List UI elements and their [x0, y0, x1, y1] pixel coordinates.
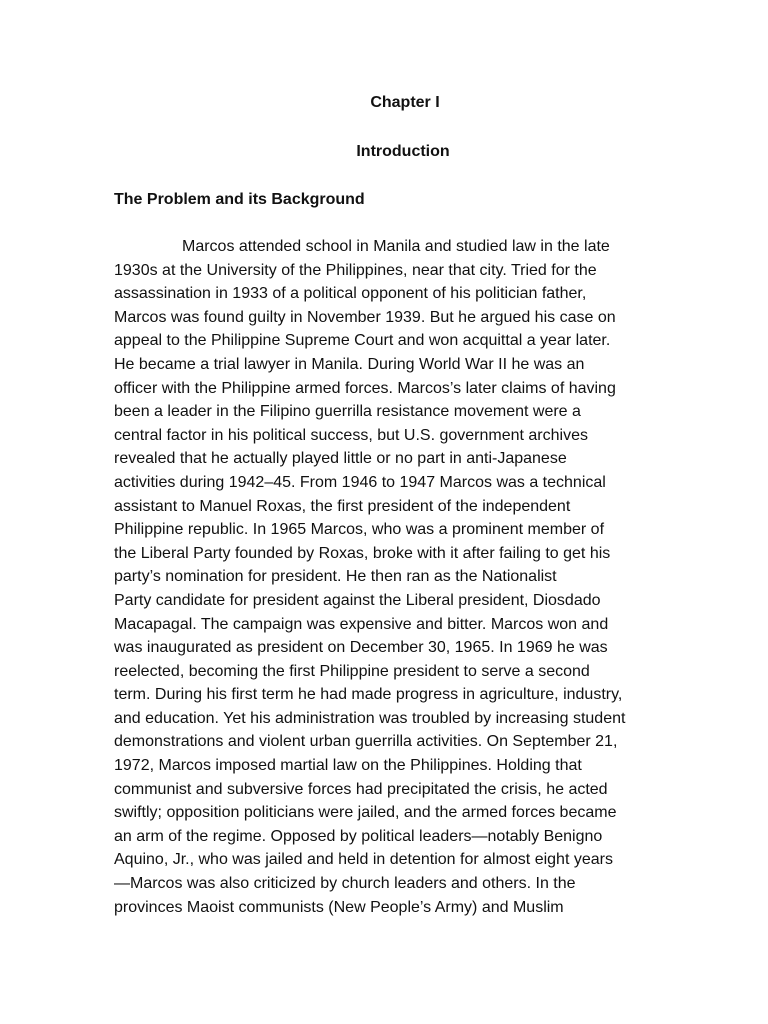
paragraph-line: Aquino, Jr., who was jailed and held in detention for almost eight years [114, 851, 613, 869]
paragraph-line: term. During his first term he had made progress in agriculture, industry, [114, 686, 623, 704]
paragraph-line: Party candidate for president against the Liberal president, Diosdado [114, 591, 601, 609]
paragraph-line: —Marcos was also criticized by church leaders and others. In the [114, 875, 576, 893]
paragraph-line: been a leader in the Filipino guerrilla resistance movement were a [114, 403, 581, 421]
chapter-label: Chapter I [370, 94, 440, 111]
paragraph-line: Macapagal. The campaign was expensive and bitter. Marcos won and [114, 615, 609, 633]
paragraph-line: activities during 1942–45. From 1946 to 1947 Marcos was a technical [114, 473, 606, 491]
paragraph-line: the Liberal Party founded by Roxas, broke with it after failing to get his [114, 544, 611, 562]
paragraph-line: was inaugurated as president on December 30, 1965. In 1969 he was [114, 639, 608, 657]
paragraph-line: party’s nomination for president. He then ran as the Nationalist [114, 568, 557, 586]
section-heading: The Problem and its Background [114, 191, 365, 208]
paragraph-line: assassination in 1933 of a political opponent of his politician father, [114, 285, 587, 303]
paragraph-line: an arm of the regime. Opposed by political leaders—notably Benigno [114, 827, 603, 845]
paragraph-line: 1972, Marcos imposed martial law on the Philippines. Holding that [114, 757, 582, 775]
paragraph-line: officer with the Philippine armed forces. Marcos’s later claims of having [114, 379, 616, 397]
chapter-title: Introduction [356, 143, 450, 160]
paragraph-line: Marcos was found guilty in November 1939. But he argued his case on [114, 308, 616, 326]
paragraph-line: appeal to the Philippine Supreme Court and won acquittal a year later. [114, 332, 611, 350]
body-paragraph [114, 235, 694, 919]
paragraph-line: Marcos attended school in Manila and studied law in the late [182, 238, 610, 255]
paragraph-line: communist and subversive forces had precipitated the crisis, he acted [114, 780, 608, 798]
paragraph-line: demonstrations and violent urban guerrilla activities. On September 21, [114, 733, 618, 751]
paragraph-line: and education. Yet his administration was troubled by increasing student [114, 709, 626, 727]
paragraph-line: reelected, becoming the first Philippine president to serve a second [114, 662, 590, 680]
paragraph-line: central factor in his political success, but U.S. government archives [114, 426, 588, 444]
paragraph-line: He became a trial lawyer in Manila. During World War II he was an [114, 355, 585, 373]
paragraph-line: provinces Maoist communists (New People’s Army) and Muslim [114, 898, 564, 916]
paragraph-line: revealed that he actually played little or no part in anti-Japanese [114, 450, 567, 468]
paragraph-line: Philippine republic. In 1965 Marcos, who was a prominent member of [114, 521, 605, 539]
paragraph-line: 1930s at the University of the Philippines, near that city. Tried for the [114, 261, 597, 279]
paragraph-line: assistant to Manuel Roxas, the first president of the independent [114, 497, 571, 515]
paragraph-line: swiftly; opposition politicians were jailed, and the armed forces became [114, 804, 617, 822]
